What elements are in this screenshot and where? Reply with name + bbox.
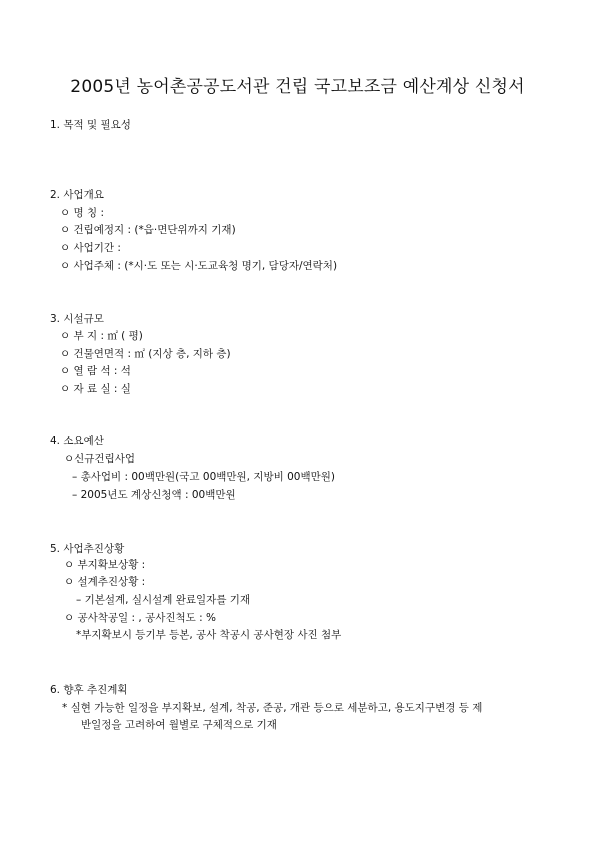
progress-construction-line: ㅇ 공사착공일 : , 공사진척도 : %: [64, 612, 216, 624]
overview-site-line: ㅇ 건립예정지 : (*읍·면단위까지 기재): [60, 224, 236, 236]
progress-design-note-line: – 기본설계, 실시설계 완료일자를 기재: [76, 594, 251, 606]
progress-attachment-note-line: *부지확보시 등기부 등본, 공사 착공시 공사현장 사진 첨부: [76, 629, 342, 641]
scale-land-line: ㅇ 부 지 : ㎡ ( 평): [60, 330, 143, 342]
scale-archive-rooms-line: ㅇ 자 료 실 : 실: [60, 383, 131, 395]
scale-reading-seats-line: ㅇ 열 람 석 : 석: [60, 365, 131, 377]
document-title: 2005년 농어촌공공도서관 건립 국고보조금 예산계상 신청서: [70, 77, 525, 97]
progress-design-line: ㅇ 설계추진상황 :: [64, 576, 146, 588]
section-heading-budget: 4. 소요예산: [50, 435, 104, 447]
section-heading-overview: 2. 사업개요: [50, 189, 104, 201]
plan-note-line-2: 반일정을 고려하여 월별로 구체적으로 기재: [81, 719, 277, 731]
budget-total-line: – 총사업비 : 00백만원(국고 00백만원, 지방비 00백만원): [72, 471, 335, 483]
budget-new-project-line: ㅇ신규건립사업: [64, 453, 136, 465]
plan-note-line-1: * 실현 가능한 일정을 부지확보, 설계, 착공, 준공, 개관 등으로 세분하고, 용도지구변경 등 제: [62, 702, 483, 714]
overview-period-line: ㅇ 사업기간 :: [60, 242, 121, 254]
budget-request-line: – 2005년도 계상신청액 : 00백만원: [72, 489, 236, 501]
section-heading-progress: 5. 사업추진상황: [50, 543, 125, 555]
section-heading-scale: 3. 시설규모: [50, 313, 104, 325]
progress-land-line: ㅇ 부지확보상황 :: [64, 559, 146, 571]
section-heading-purpose: 1. 목적 및 필요성: [50, 119, 131, 131]
overview-name-line: ㅇ 명 칭 :: [60, 207, 104, 219]
section-heading-plan: 6. 향후 추진계획: [50, 684, 128, 696]
overview-owner-line: ㅇ 사업주체 : (*시·도 또는 시·도교육청 명기, 담당자/연락처): [60, 260, 338, 272]
scale-floor-area-line: ㅇ 건물연면적 : ㎡ (지상 층, 지하 층): [60, 348, 231, 360]
